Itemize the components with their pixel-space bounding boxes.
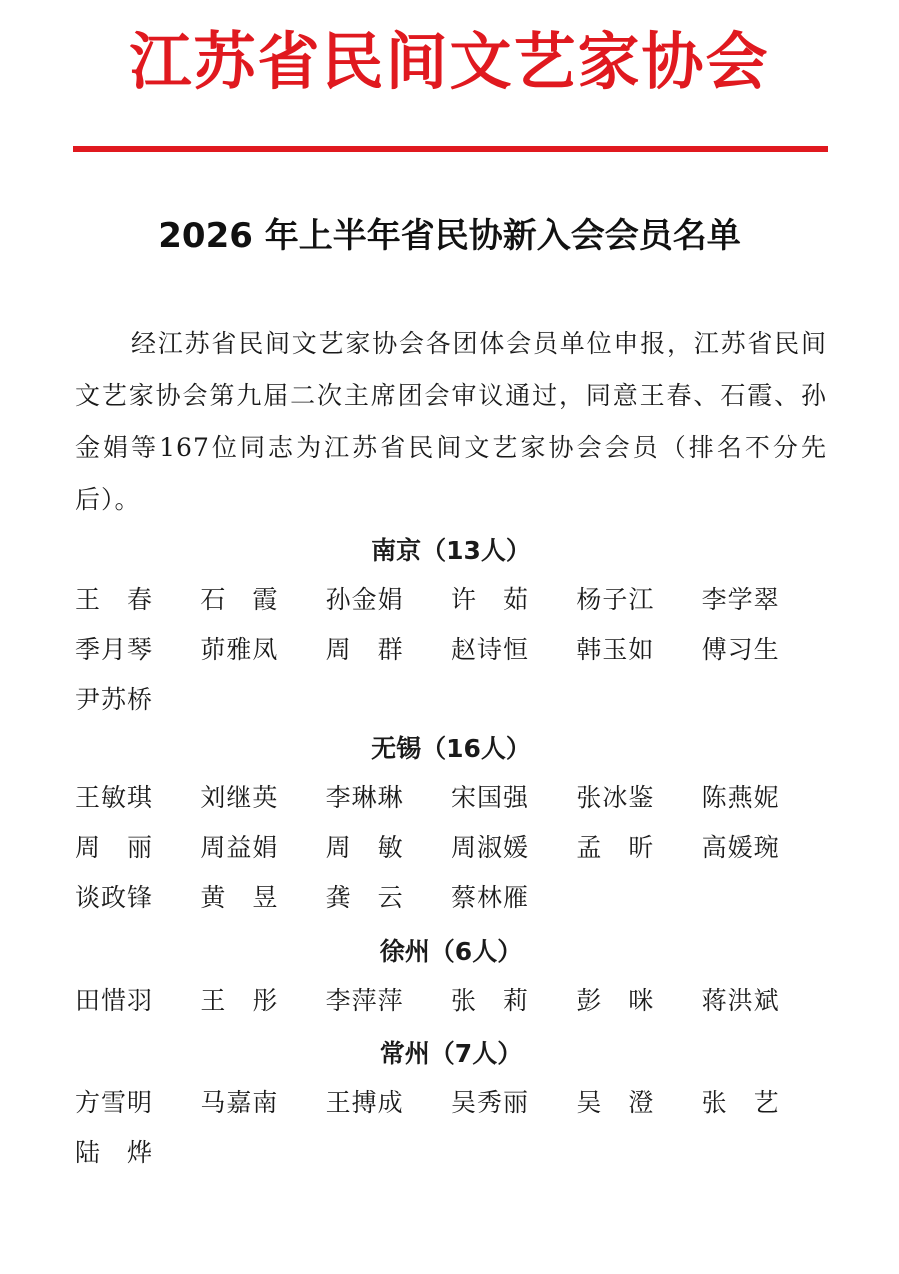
city-section-heading: 徐州（6人） — [379, 937, 523, 966]
member-name: 张 莉 — [451, 986, 530, 1015]
member-name: 马嘉南 — [200, 1088, 279, 1117]
member-name: 杨子江 — [576, 585, 655, 614]
city-section-heading: 无锡（16人） — [371, 734, 531, 763]
member-name: 周 敏 — [325, 833, 404, 862]
document-title: 2026 年上半年省民协新入会会员名单 — [158, 216, 741, 256]
member-name: 王 彤 — [200, 986, 279, 1015]
member-name: 王 春 — [75, 585, 154, 614]
member-name: 陈燕妮 — [701, 783, 780, 812]
member-name: 方雪明 — [75, 1088, 154, 1117]
member-name: 张冰鉴 — [576, 783, 655, 812]
member-name: 石 霞 — [200, 585, 279, 614]
member-name: 孙金娟 — [325, 585, 404, 614]
member-name: 张 艺 — [701, 1088, 780, 1117]
member-name: 陆 烨 — [75, 1138, 154, 1167]
member-name: 田惜羽 — [75, 986, 154, 1015]
member-name: 季月琴 — [75, 635, 154, 664]
city-section-heading: 常州（7人） — [379, 1039, 523, 1068]
member-name: 李琳琳 — [325, 783, 404, 812]
member-names-grid — [75, 1078, 827, 1178]
member-name: 孟 昕 — [576, 833, 655, 862]
member-name: 傅习生 — [701, 635, 780, 664]
member-name: 周淑媛 — [451, 833, 530, 862]
member-name: 吴秀丽 — [451, 1088, 530, 1117]
city-section — [75, 928, 827, 1026]
member-name: 龚 云 — [325, 883, 404, 912]
member-name: 王搏成 — [325, 1088, 404, 1117]
header-red-rule — [73, 146, 828, 152]
member-name: 黄 昱 — [200, 883, 279, 912]
member-name: 许 茹 — [451, 585, 530, 614]
member-name: 周 群 — [325, 635, 404, 664]
member-name: 彭 咪 — [576, 986, 655, 1015]
member-name: 谈政锋 — [75, 883, 154, 912]
city-section — [75, 527, 827, 725]
member-name: 高媛琬 — [701, 833, 780, 862]
organization-name-header: 江苏省民间文艺家协会 — [129, 25, 770, 98]
member-name: 李学翠 — [701, 585, 780, 614]
member-name: 周益娟 — [200, 833, 279, 862]
member-name: 韩玉如 — [576, 635, 655, 664]
member-name: 茆雅凤 — [200, 635, 279, 664]
member-name: 蔡林雁 — [451, 883, 530, 912]
city-section-heading: 南京（13人） — [371, 536, 531, 565]
member-names-grid — [75, 976, 827, 1026]
member-name: 李萍萍 — [325, 986, 404, 1015]
intro-paragraph: 经江苏省民间文艺家协会各团体会员单位申报，江苏省民间文艺家协会第九届二次主席团会审议通过，同意王春、石霞、孙金娟等167位同志为江苏省民间文艺家协会会员（排名不分先后）。 — [75, 329, 827, 514]
member-name: 尹苏桥 — [75, 685, 154, 714]
city-section — [75, 725, 827, 923]
member-name: 刘继英 — [200, 783, 279, 812]
city-section — [75, 1030, 827, 1178]
member-name: 赵诗恒 — [451, 635, 530, 664]
member-names-grid — [75, 575, 827, 725]
member-name: 宋国强 — [451, 783, 530, 812]
member-name: 吴 澄 — [576, 1088, 655, 1117]
member-name: 王敏琪 — [75, 783, 154, 812]
member-name: 周 丽 — [75, 833, 154, 862]
member-name: 蒋洪斌 — [701, 986, 780, 1015]
member-names-grid — [75, 773, 827, 923]
